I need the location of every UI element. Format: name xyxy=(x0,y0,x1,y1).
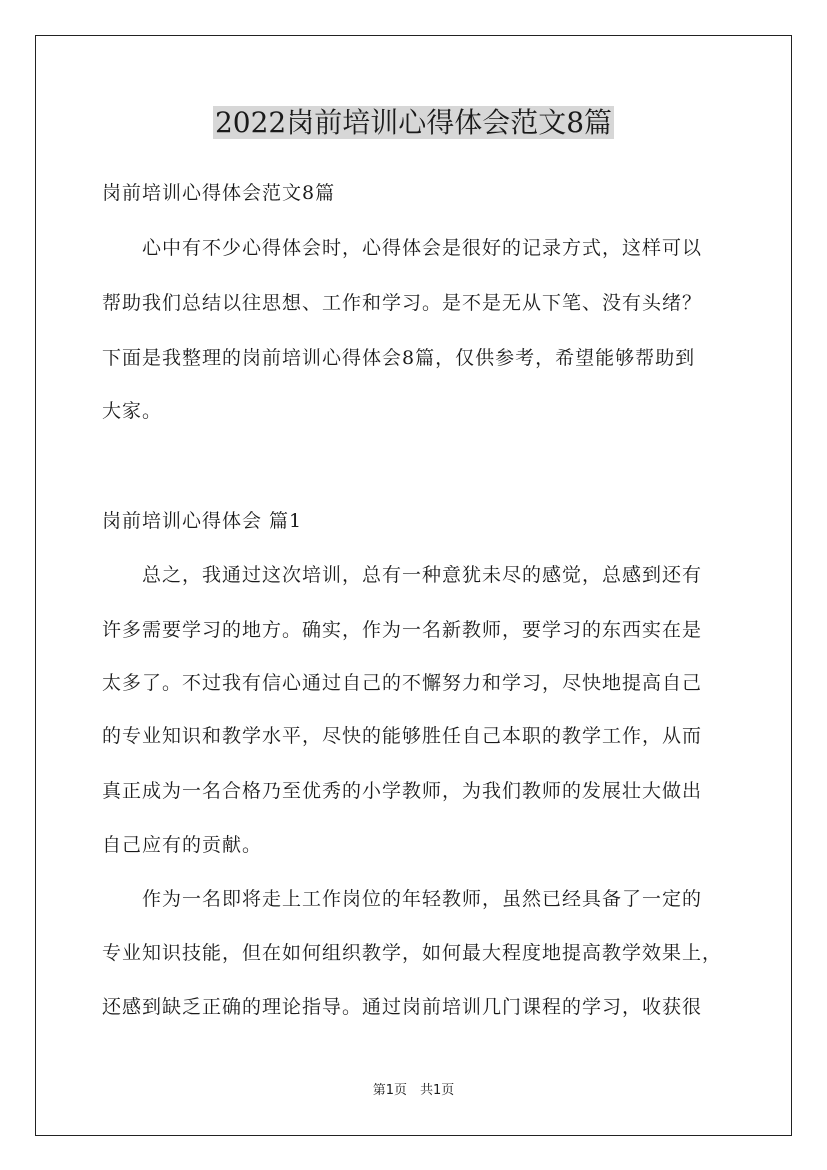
page-footer: 第1页 共1页 xyxy=(372,1083,455,1098)
body-line: 专业知识技能，但在如何组织教学，如何最大程度地提高教学效果上， xyxy=(102,942,723,964)
body-line: 许多需要学习的地方。确实，作为一名新教师，要学习的东西实在是 xyxy=(102,619,703,641)
body-line: 的专业知识和教学水平，尽快的能够胜任自己本职的教学工作，从而 xyxy=(102,725,703,747)
body-line: 自己应有的贡献。 xyxy=(102,834,263,856)
intro-line: 心中有不少心得体会时，心得体会是很好的记录方式，这样可以 xyxy=(102,237,703,259)
body-line: 总之，我通过这次培训，总有一种意犹未尽的感觉，总感到还有 xyxy=(102,564,703,586)
body-line: 太多了。不过我有信心通过自己的不懈努力和学习，尽快地提高自己 xyxy=(102,672,703,694)
document-title xyxy=(0,103,827,143)
body-line: 作为一名即将走上工作岗位的年轻教师，虽然已经具备了一定的 xyxy=(102,888,703,910)
document-title-text: 2022岗前培训心得体会范文8篇 xyxy=(214,106,613,139)
section-heading: 岗前培训心得体会 篇1 xyxy=(102,510,303,532)
intro-line: 下面是我整理的岗前培训心得体会8篇，仅供参考，希望能够帮助到 xyxy=(102,347,696,369)
document-subtitle: 岗前培训心得体会范文8篇 xyxy=(102,182,336,204)
intro-line: 帮助我们总结以往思想、工作和学习。是不是无从下笔、没有头绪？ xyxy=(102,292,703,314)
body-line: 真正成为一名合格乃至优秀的小学教师，为我们教师的发展壮大做出 xyxy=(102,780,703,802)
body-line: 还感到缺乏正确的理论指导。通过岗前培训几门课程的学习，收获很 xyxy=(102,996,703,1018)
intro-line: 大家。 xyxy=(102,400,163,422)
